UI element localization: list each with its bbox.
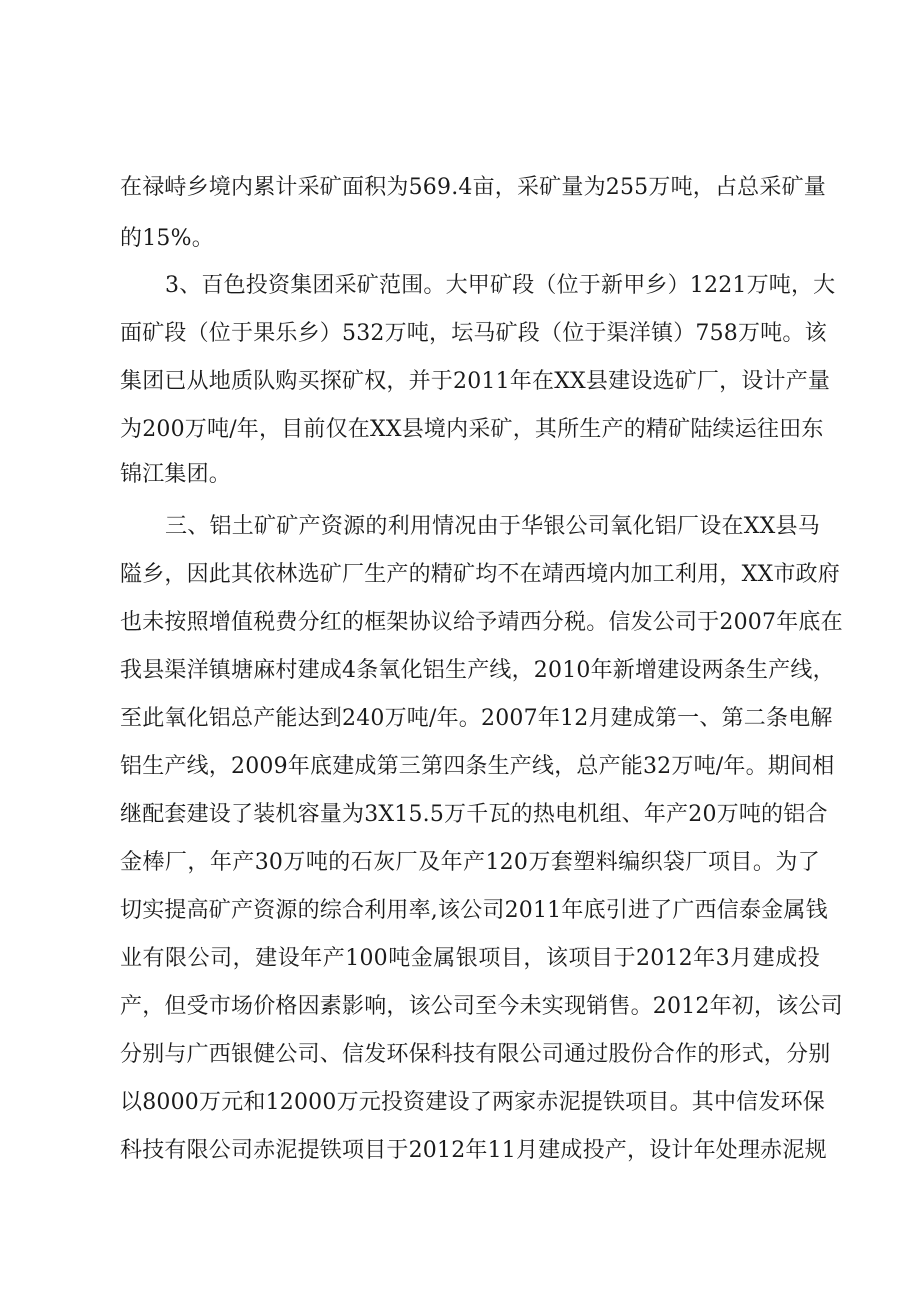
text-line: 面矿段（位于果乐乡）532万吨，坛马矿段（位于渠洋镇）758万吨。该 — [120, 321, 827, 346]
text-line: 继配套建设了装机容量为3X15.5万千瓦的热电机组、年产20万吨的铝合 — [120, 802, 828, 827]
text-line: 金棒厂，年产30万吨的石灰厂及年产120万套塑料编织袋厂项目。为了 — [120, 850, 820, 875]
text-line: 分别与广西银健公司、信发环保科技有限公司通过股份合作的形式，分别 — [120, 1042, 831, 1067]
text-line: 集团已从地质队购买探矿权，并于2011年在XX县建设选矿厂，设计产量 — [120, 369, 831, 394]
text-line: 的15%。 — [120, 226, 214, 251]
text-line: 为200万吨/年，目前仅在XX县境内采矿，其所生产的精矿陆续运往田东 — [120, 417, 824, 442]
text-line: 锦江集团。 — [120, 462, 232, 487]
text-line: 3、百色投资集团采矿范围。大甲矿段（位于新甲乡）1221万吨，大 — [165, 273, 836, 298]
text-line: 至此氧化铝总产能达到240万吨/年。2007年12月建成第一、第二条电解 — [120, 706, 833, 731]
text-line: 也未按照增值税费分红的框架协议给予靖西分税。信发公司于2007年底在 — [120, 610, 843, 635]
text-line: 科技有限公司赤泥提铁项目于2012年11月建成投产，设计年处理赤泥规 — [120, 1138, 827, 1163]
text-line: 隘乡，因此其依林选矿厂生产的精矿均不在靖西境内加工利用，XX市政府 — [120, 562, 840, 587]
text-line: 在禄峙乡境内累计采矿面积为569.4亩，采矿量为255万吨，占总采矿量 — [120, 175, 826, 200]
text-line: 产，但受市场价格因素影响，该公司至今未实现销售。2012年初，该公司 — [120, 994, 843, 1019]
text-line: 我县渠洋镇塘麻村建成4条氧化铝生产线，2010年新增建设两条生产线， — [120, 658, 835, 683]
text-line: 切实提高矿产资源的综合利用率,该公司2011年底引进了广西信泰金属钱 — [120, 898, 828, 923]
text-line: 三、铝土矿矿产资源的利用情况由于华银公司氧化铝厂设在XX县马 — [165, 514, 820, 539]
text-line: 以8000万元和12000万元投资建设了两家赤泥提铁项目。其中信发环保 — [120, 1090, 825, 1115]
text-line: 业有限公司，建设年产100吨金属银项目，该项目于2012年3月建成投 — [120, 946, 820, 971]
text-line: 铝生产线，2009年底建成第三第四条生产线，总产能32万吨/年。期间相 — [120, 754, 835, 779]
